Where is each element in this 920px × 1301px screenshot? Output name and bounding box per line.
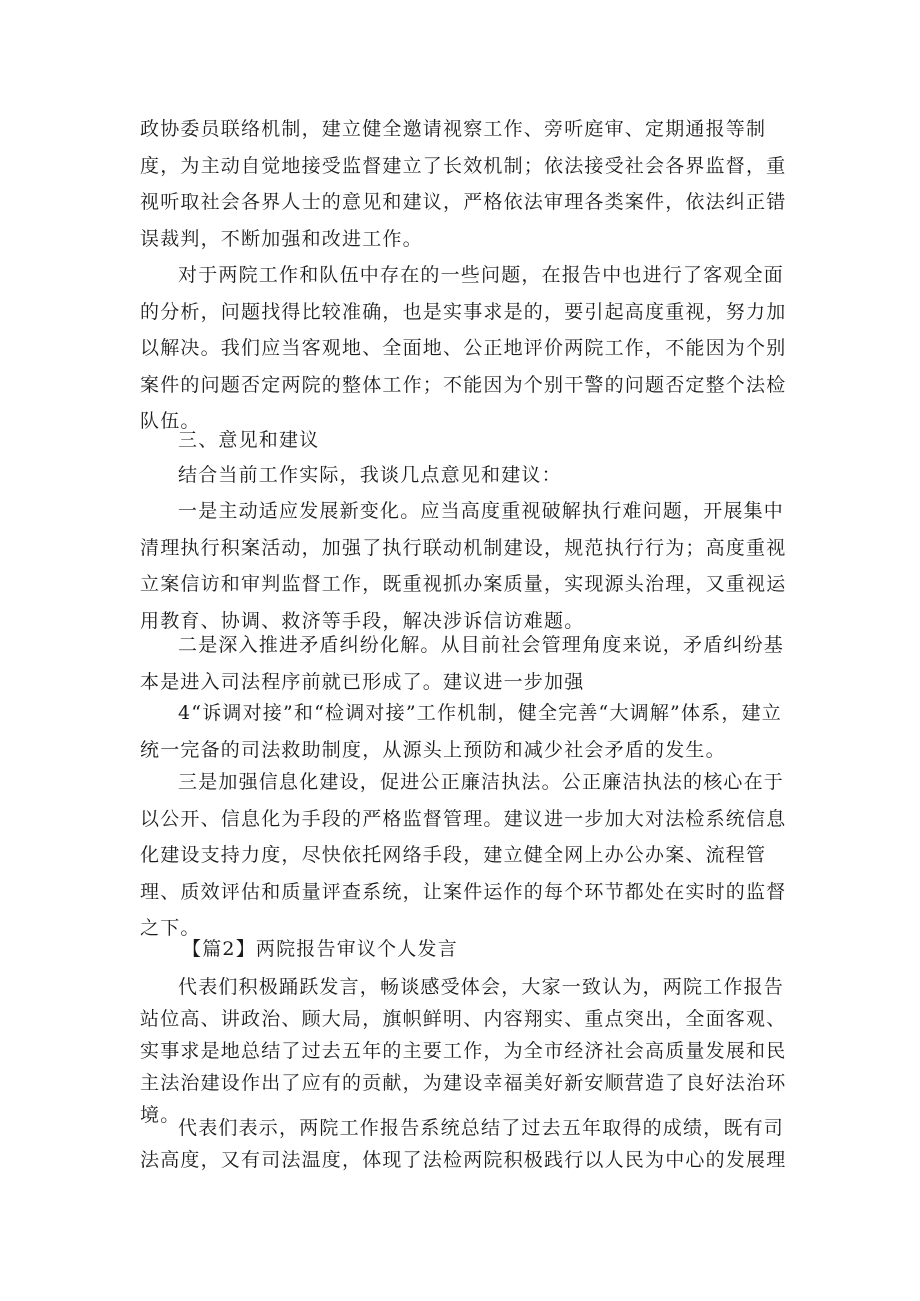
paragraph-suggestion-two: 二是深入推进矛盾纠纷化解。从目前社会管理角度来说，矛盾纠纷基本是进入司法程序前就已形成了。建议进一步加强 — [140, 634, 785, 693]
section-heading-opinions: 三、意见和建议 — [178, 429, 320, 451]
paragraph-intro-suggestions: 结合当前工作实际，我谈几点意见和建议： — [178, 464, 562, 486]
paragraph-mediation: 4“诉调对接”和“检调对接”工作机制，健全完善“大调解”体系，建立统一完备的司法救助制度，从源头上预防和减少社会矛盾的发生。 — [140, 702, 782, 761]
paragraph-delegates-remarks: 代表们表示，两院工作报告系统总结了过去五年取得的成绩，既有司法高度，又有司法温度，体现了法检两院积极践行以人民为中心的发展理 — [140, 1117, 787, 1171]
paragraph-supervision-mechanism: 政协委员联络机制，建立健全邀请视察工作、旁听庭审、定期通报等制度，为主动自觉地接受监督建立了长效机制；依法接受社会各界监督，重视听取社会各界人士的意见和建议，严格依法审理各类案件，依法纠正错误裁判，不断加强和改进工作。 — [140, 118, 787, 250]
article-heading: 【篇2】两院报告审议个人发言 — [182, 938, 458, 960]
paragraph-delegates-speech: 代表们积极踊跃发言，畅谈感受体会，大家一致认为，两院工作报告站位高、讲政治、顾大局，旗帜鲜明、内容翔实、重点突出，全面客观、实事求是地总结了过去五年的主要工作，为全市经济社会高质量发展和民主法治建设作出了应有的贡献，为建设幸福美好新安顺营造了良好法治环境。 — [140, 976, 787, 1126]
paragraph-problems-analysis: 对于两院工作和队伍中存在的一些问题，在报告中也进行了客观全面的分析，问题找得比较准确，也是实事求是的，要引起高度重视，努力加以解决。我们应当客观地、全面地、公正地评价两院工作，不能因为个别案件的问题否定两院的整体工作；不能因为个别干警的问题否定整个法检队伍。 — [140, 264, 787, 432]
paragraph-suggestion-one: 一是主动适应发展新变化。应当高度重视破解执行难问题，开展集中清理执行积案活动，加强了执行联动机制建设，规范执行行为；高度重视立案信访和审判监督工作，既重视抓办案质量，实现源头治理，又重视运用教育、协调、救济等手段，解决涉诉信访难题。 — [140, 500, 787, 632]
paragraph-suggestion-three: 三是加强信息化建设，促进公正廉洁执法。公正廉洁执法的核心在于以公开、信息化为手段的严格监督管理。建议进一步加大对法检系统信息化建设支持力度，尽快依托网络手段，建立健全网上办公办案、流程管理、质效评估和质量评查系统，让案件运作的每个环节都处在实时的监督之下。 — [140, 771, 787, 939]
